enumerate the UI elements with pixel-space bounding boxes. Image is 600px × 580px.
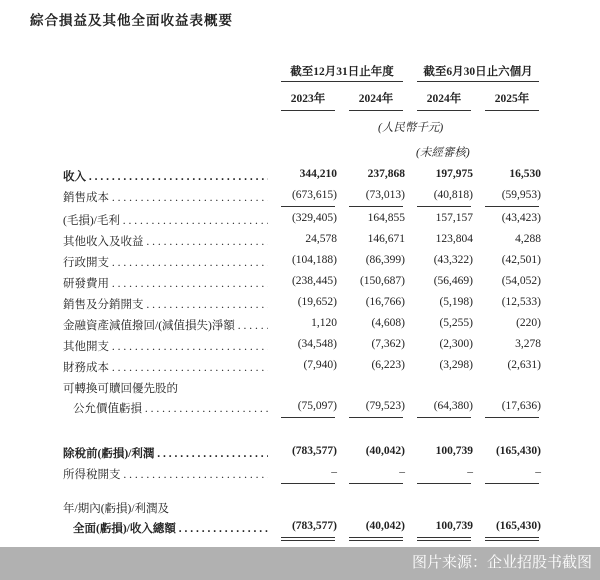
row-label: 公允價值虧損 . . . xyxy=(73,400,268,416)
cell-value: 100,739 xyxy=(435,520,473,532)
cell-value: 100,739 xyxy=(435,445,473,457)
cell-value: (238,445) xyxy=(291,275,337,287)
cell-value: – xyxy=(535,466,541,478)
cell-value: (54,052) xyxy=(501,275,541,287)
divider xyxy=(485,206,539,207)
cell-value: – xyxy=(399,466,405,478)
cell-value: (165,430) xyxy=(495,520,541,532)
cell-value: (150,687) xyxy=(359,275,405,287)
table-row xyxy=(0,359,600,377)
table-row xyxy=(0,445,600,463)
cell-value: (75,097) xyxy=(297,400,337,412)
table-row xyxy=(0,317,600,335)
row-label: 全面(虧損)/收入總額 . . . xyxy=(73,520,268,536)
table-row xyxy=(0,212,600,230)
row-label: 年/期內(虧損)/利潤及 xyxy=(63,503,170,515)
cell-value: (40,818) xyxy=(433,189,473,201)
cell-value: (59,953) xyxy=(501,189,541,201)
cell-value: (7,362) xyxy=(371,338,405,350)
cell-value: (2,300) xyxy=(439,338,473,350)
cell-value: (12,533) xyxy=(501,296,541,308)
year-header: 2024年 xyxy=(358,93,394,105)
cell-value: (104,188) xyxy=(291,254,337,266)
divider xyxy=(349,417,403,418)
divider xyxy=(485,110,539,111)
cell-value: (73,013) xyxy=(365,189,405,201)
cell-value: (329,405) xyxy=(291,212,337,224)
row-label: 可轉換可贖回優先股的 xyxy=(63,383,178,395)
divider xyxy=(417,483,471,484)
row-label: 所得稅開支 . . . xyxy=(63,466,268,482)
divider xyxy=(349,206,403,207)
divider xyxy=(349,537,403,538)
row-label: (毛損)/毛利 . . . xyxy=(63,212,268,228)
table-row xyxy=(0,400,600,418)
header-group-annual: 截至12月31日止年度 xyxy=(290,66,394,78)
cell-value: (783,577) xyxy=(291,520,337,532)
row-label: 除稅前(虧損)/利潤 . . . xyxy=(63,445,268,461)
cell-value: (56,469) xyxy=(433,275,473,287)
cell-value: (79,523) xyxy=(365,400,405,412)
cell-value: 157,157 xyxy=(435,212,473,224)
divider xyxy=(281,81,403,82)
header-group-six-months: 截至6月30日止六個月 xyxy=(423,66,533,78)
year-header: 2023年 xyxy=(290,93,326,105)
table-row xyxy=(0,168,600,186)
cell-value: 197,975 xyxy=(435,168,473,180)
row-label: 收入 . . . xyxy=(63,168,268,184)
cell-value: (6,223) xyxy=(371,359,405,371)
table-row xyxy=(0,338,600,356)
divider xyxy=(281,537,335,538)
cell-value: 146,671 xyxy=(367,233,405,245)
divider xyxy=(349,110,403,111)
cell-value: (43,423) xyxy=(501,212,541,224)
table-row xyxy=(0,233,600,251)
table-row xyxy=(0,500,600,518)
cell-value: (16,766) xyxy=(365,296,405,308)
divider xyxy=(281,206,335,207)
divider xyxy=(417,537,471,538)
cell-value: (4,608) xyxy=(371,317,405,329)
divider xyxy=(349,483,403,484)
row-label: 其他開支 . . . xyxy=(63,338,268,354)
cell-value: (5,198) xyxy=(439,296,473,308)
row-label: 銷售成本 . . . xyxy=(63,189,268,205)
divider xyxy=(417,417,471,418)
divider xyxy=(485,537,539,538)
cell-value: (220) xyxy=(516,317,541,329)
table-row xyxy=(0,520,600,538)
cell-value: 24,578 xyxy=(305,233,337,245)
row-label: 銷售及分銷開支 . . . xyxy=(63,296,268,312)
row-label: 研發費用 . . . xyxy=(63,275,268,291)
cell-value: 237,868 xyxy=(367,168,405,180)
cell-value: (7,940) xyxy=(303,359,337,371)
row-label: 財務成本 . . . xyxy=(63,359,268,375)
cell-value: 3,278 xyxy=(515,338,541,350)
unit-label: (人民幣千元) xyxy=(378,122,444,134)
table-row xyxy=(0,254,600,272)
divider xyxy=(417,110,471,111)
cell-value: (40,042) xyxy=(365,520,405,532)
cell-value: (783,577) xyxy=(291,445,337,457)
divider xyxy=(485,483,539,484)
cell-value: (17,636) xyxy=(501,400,541,412)
cell-value: 164,855 xyxy=(367,212,405,224)
divider xyxy=(485,417,539,418)
cell-value: 4,288 xyxy=(515,233,541,245)
cell-value: (3,298) xyxy=(439,359,473,371)
cell-value: (42,501) xyxy=(501,254,541,266)
cell-value: (2,631) xyxy=(507,359,541,371)
cell-value: 16,530 xyxy=(509,168,541,180)
table-row xyxy=(0,189,600,207)
cell-value: 123,804 xyxy=(435,233,473,245)
divider xyxy=(281,417,335,418)
divider xyxy=(417,81,539,82)
divider xyxy=(281,110,335,111)
table-row xyxy=(0,466,600,484)
cell-value: (165,430) xyxy=(495,445,541,457)
divider xyxy=(281,483,335,484)
cell-value: 344,210 xyxy=(299,168,337,180)
cell-value: 1,120 xyxy=(311,317,337,329)
row-label: 行政開支 . . . xyxy=(63,254,268,270)
year-header: 2024年 xyxy=(426,93,462,105)
page-title: 綜合損益及其他全面收益表概要 xyxy=(30,13,233,29)
divider xyxy=(417,206,471,207)
cell-value: (34,548) xyxy=(297,338,337,350)
cell-value: (40,042) xyxy=(365,445,405,457)
table-row xyxy=(0,275,600,293)
cell-value: – xyxy=(331,466,337,478)
cell-value: – xyxy=(467,466,473,478)
source-caption: 图片来源：企业招股书截图 xyxy=(411,553,592,571)
cell-value: (5,255) xyxy=(439,317,473,329)
unaudited-label: (未經審核) xyxy=(416,147,470,159)
cell-value: (19,652) xyxy=(297,296,337,308)
cell-value: (673,615) xyxy=(291,189,337,201)
row-label: 其他收入及收益 . . . xyxy=(63,233,268,249)
row-label: 金融資產減值撥回/(減值損失)淨額 . . . xyxy=(63,317,268,333)
year-header: 2025年 xyxy=(494,93,530,105)
table-row xyxy=(0,296,600,314)
cell-value: (86,399) xyxy=(365,254,405,266)
table-row xyxy=(0,380,600,398)
cell-value: (64,380) xyxy=(433,400,473,412)
cell-value: (43,322) xyxy=(433,254,473,266)
